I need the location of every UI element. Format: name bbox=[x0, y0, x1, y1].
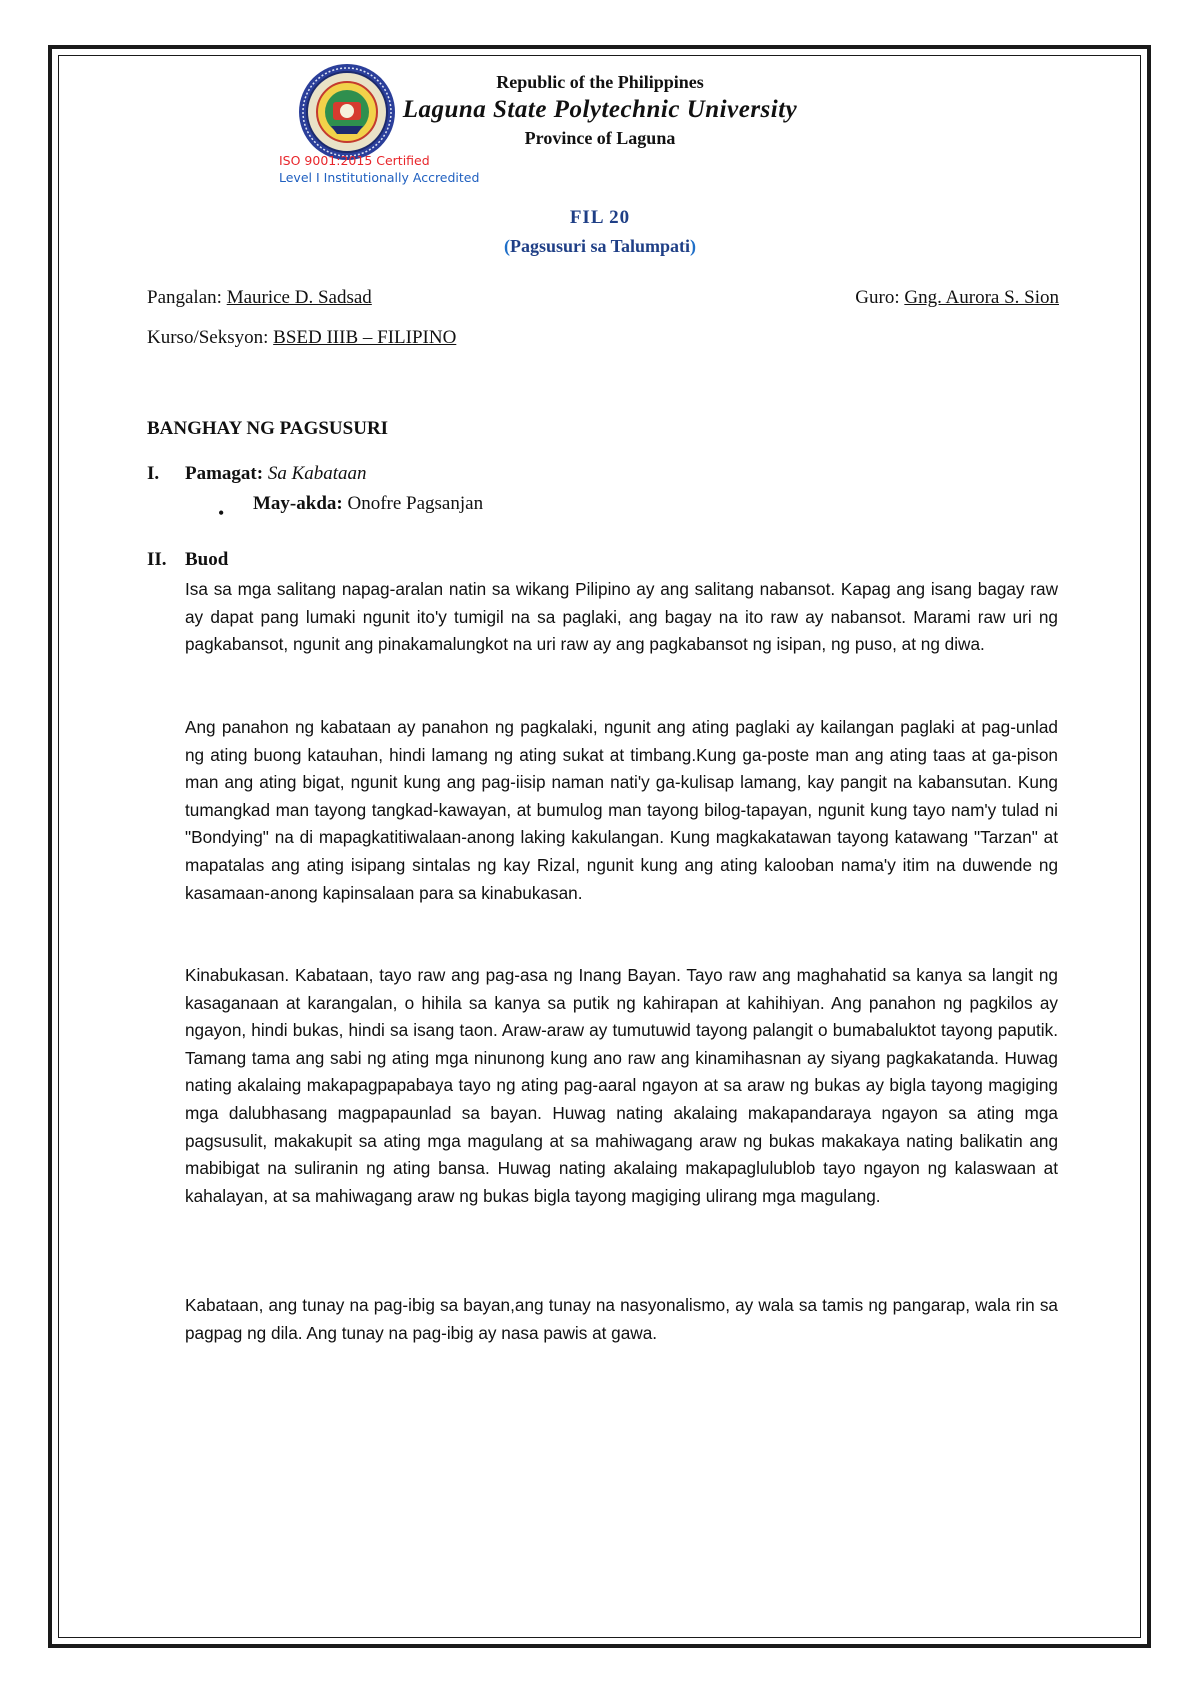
course-section-value: BSED IIIB – FILIPINO bbox=[273, 327, 457, 348]
title-line bbox=[185, 463, 367, 485]
republic-heading: Republic of the Philippines bbox=[496, 72, 704, 92]
author-name: Onofre Pagsanjan bbox=[347, 493, 484, 514]
paren-open: ( bbox=[503, 236, 510, 256]
summary-paragraph-4: Kabataan, ang tunay na pag-ibig sa bayan,ang tunay na nasyonalismo, ay wala sa tamis ng pangarap, wala rin sa pagpag ng dila. Ang tunay na pag-ibig ay nasa pawis at gawa. bbox=[185, 1295, 1058, 1343]
teacher-label: Guro: bbox=[855, 287, 905, 308]
speech-title: Sa Kabataan bbox=[267, 463, 367, 484]
bullet-icon: • bbox=[218, 503, 225, 523]
title-label: Pamagat: bbox=[185, 463, 264, 484]
teacher-value: Gng. Aurora S. Sion bbox=[904, 287, 1059, 308]
summary-heading bbox=[185, 549, 228, 571]
certification-note bbox=[279, 152, 479, 186]
iso-certified: ISO 9001:2015 Certified bbox=[279, 153, 430, 168]
summary-paragraph-2: Ang panahon ng kabataan ay panahon ng pagkalaki, ngunit ang ating paglaki ay kailangan paglaki at pag-unlad ng ating buong katauhan, hindi lamang ng ating sukat at timbang.Kung ga-poste man ang ating taas at ga-pison man ang ating bigat, ngunit kung ang pag-iisip naman nati'y ga-kulisap lamang, kay pangit na kabansutan. Kung tumangkad man tayong tangkad-kawayan, at bumulog man tayong bilog-tapayan, ngunit kung tayo nam'y tulad ni "Bondying" na di mapagkatitiwalaan-anong laking kakulangan. Kung magkakatawan tayong katawang "Tarzan" at mapatalas ang ating isipang sintalas ng kay Rizal, ngunit kung ang ating kalooban nama'y itim na duwende ng kasamaan-anong kapinsalaan para sa kinabukasan. bbox=[185, 717, 1058, 903]
course-code: FIL 20 bbox=[569, 207, 631, 228]
section-2-numeral: II. bbox=[147, 549, 167, 570]
section-1-numeral: I. bbox=[147, 463, 160, 484]
course-title-text: Pagsusuri sa Talumpati bbox=[509, 236, 691, 256]
student-name-value: Maurice D. Sadsad bbox=[226, 287, 372, 308]
summary-paragraph-3: Kinabukasan. Kabataan, tayo raw ang pag-asa ng Inang Bayan. Tayo raw ang maghahatid sa kanya sa langit ng kasaganaan at karangalan, o hihila sa kanya sa putik ng kahirapan at kahihiyan. Ang panahon ng pagkilos ay ngayon, hindi bukas, hindi sa isang taon. Araw-araw ay tumutuwid tayong palangit o bumabaluktot tayong paputik. Tamang tama ang sabi ng ating mga ninunong kung ano raw ang kinamihasnan ay siyang pagkakatanda. Huwag nating akalaing makapagpapabaya tayo ng ating pag-aaral ngayon at sa araw ng bukas ay bigla tayong magiging mga dalubhasang magpapaunlad sa bayan. Huwag nating akalaing makapandaraya ngayon sa ating mga pagsusulit, makakupit sa ating mga magulang at sa mahiwagang araw ng bukas makakaya nating balikatin ang mabibigat na suliranin ng ating bansa. Huwag nating akalaing makapaglulublob tayo ngayon ng kalaswaan at kahalayan, at sa mahiwagang araw ng bukas bigla tayong magiging ulirang mga magulang. bbox=[185, 965, 1058, 1206]
province-heading: Province of Laguna bbox=[524, 128, 676, 148]
student-name-field bbox=[147, 287, 372, 309]
teacher-field bbox=[855, 287, 1059, 309]
student-name-label: Pangalan: bbox=[147, 287, 227, 308]
summary-label: Buod bbox=[185, 549, 229, 570]
summary-paragraph-1: Isa sa mga salitang napag-aralan natin sa wikang Pilipino ay ang salitang nabansot. Kapag ang isang bagay raw ay dapat pang lumaki ngunit ito'y tumigil na sa paglaki, ang bagay na ito raw ay nabansot. Marami raw uri ng pagkabansot, ngunit ang pinakamalungkot na uri raw ay ang pagkabansot ng isipan, ng puso, at ng diwa. bbox=[185, 579, 1058, 655]
outline-heading: BANGHAY NG PAGSUSURI bbox=[147, 418, 389, 439]
paren-close: ) bbox=[690, 236, 697, 256]
author-line bbox=[253, 493, 483, 515]
university-name: Laguna State Polytechnic University bbox=[402, 96, 798, 123]
author-label: May-akda: bbox=[253, 493, 343, 514]
course-section-label: Kurso/Seksyon: bbox=[147, 327, 274, 348]
course-section-field bbox=[147, 327, 456, 349]
accreditation-level: Level I Institutionally Accredited bbox=[279, 170, 480, 185]
course-title bbox=[0, 236, 1200, 257]
